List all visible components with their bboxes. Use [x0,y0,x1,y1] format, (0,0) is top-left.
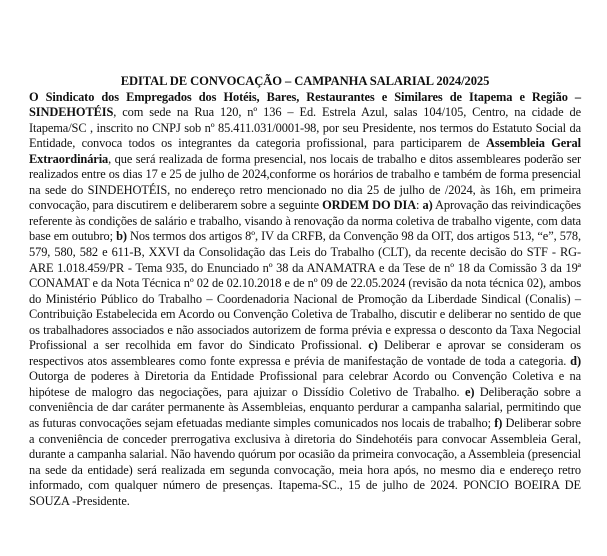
union-name: O Sindicato dos Empregados dos Hotéis, Bares, Restaurantes e Similares de Itapema e Região – SINDEHOTÉIS [29,89,581,120]
item-c-label: c) [368,338,378,353]
notice-body [29,90,581,510]
item-f-text: Deliberar sobre a conveniência de conceder prerrogativa exclusiva à diretoria do Sindehotéis para convocar Assembleia Geral, durante a campanha salarial. Não havendo quórum por ocasião da primeira convocação, a Assembleia (presencial na sede da entidade) será realizada em segunda convocação, meia hora após, no mesmo dia e endereço retro informado, com qualquer número de presenças. Itapema-SC., 15 de julho de 2024. PONCIO BOEIRA DE SOUZA -Presidente. [29,416,581,508]
item-a-label: a) [422,198,433,213]
intro-text: , com sede na Rua 120, nº 136 – Ed. Estrela Azul, salas 104/105, Centro, na cidade de Itapema/SC , inscrito no CNPJ sob nº 85.411.031/0001-98, por seu Presidente, nos termos do Estatuto Social da Entidade, convoca todos os integrantes da categoria profissional, para participarem de [29,105,581,151]
item-b-label: b) [116,229,127,244]
convocation-notice [29,74,581,509]
item-e-label: e) [464,384,475,399]
item-d-label: d) [570,353,581,368]
item-d-text: Outorga de poderes à Diretoria da Entidade Profissional para celebrar Acordo ou Convenção Coletiva e na hipótese de malogro das negociações, para ajuizar o Dissídio Coletivo de Trabalho. [29,369,581,399]
agenda-colon: : [416,198,423,213]
item-e-text: Deliberação sobre a conveniência de dar caráter permanente às Assembleias, enquanto perdurar a campanha salarial, permitindo que as futuras convocações sejam efetuadas mediante simples comunicados nos locais de trabalho; [29,384,581,431]
assembly-label: Assembleia Geral Extraordinária [29,136,581,166]
item-b-text: Nos termos dos artigos 8º, IV da CRFB, da Convenção 98 da OIT, dos artigos 513, “e”, 578, 579, 580, 582 e 611-B, XXVI da Consolidação das Leis do Trabalho (CLT), da recente decisão do STF - RG-ARE 1.018.459/PR - Tema 935, do Enunciado nº 38 da ANAMATRA e da Tese de nº 18 da Comissão 3 da 19ª CONAMAT e da Nota Técnica nº 02 de 02.10.2018 e de nº 09 de 22.05.2024 (revisão da nota técnica 02), ambos do Ministério Público do Trabalho – Coordenadoria Nacional de Promoção da Liberdade Sindical (Conalis) – Contribuição Estabelecida em Acordo ou Convenção Coletiva de Trabalho, discutir e deliberar no sentido de que os trabalhadores associados e não associados autorizem de forma prévia e expressa o desconto da Taxa Negocial Profissional a ser recolhida em favor do Sindicato Profissional. [29,229,581,353]
item-f-label: f) [494,416,503,431]
agenda-label: ORDEM DO DIA [322,198,417,213]
item-c-text: Deliberar e aprovar se consideram os respectivos atos assembleares como fonte expressa e prévia de manifestação de vontade de toda a categoria. [29,338,581,368]
assembly-text: , que será realizada de forma presencial, nos locais de trabalho e ditos assembleares poderão ser realizados entre os dias 17 e 25 de julho de 2024,conforme os horários de trabalho e também de forma presencial na sede do SINDEHOTÉIS, no endereço retro mencionado no dia 25 de julho de /2024, às 16h, em primeira convocação, para discutirem e deliberarem sobre a seguinte [29,151,581,213]
item-a-text: Aprovação das reivindicações referente às condições de salário e trabalho, visando à renovação da norma coletiva de trabalho vigente, com data base em outubro; [29,198,582,244]
notice-title: EDITAL DE CONVOCAÇÃO – CAMPANHA SALARIAL 2024/2025 [120,74,490,88]
